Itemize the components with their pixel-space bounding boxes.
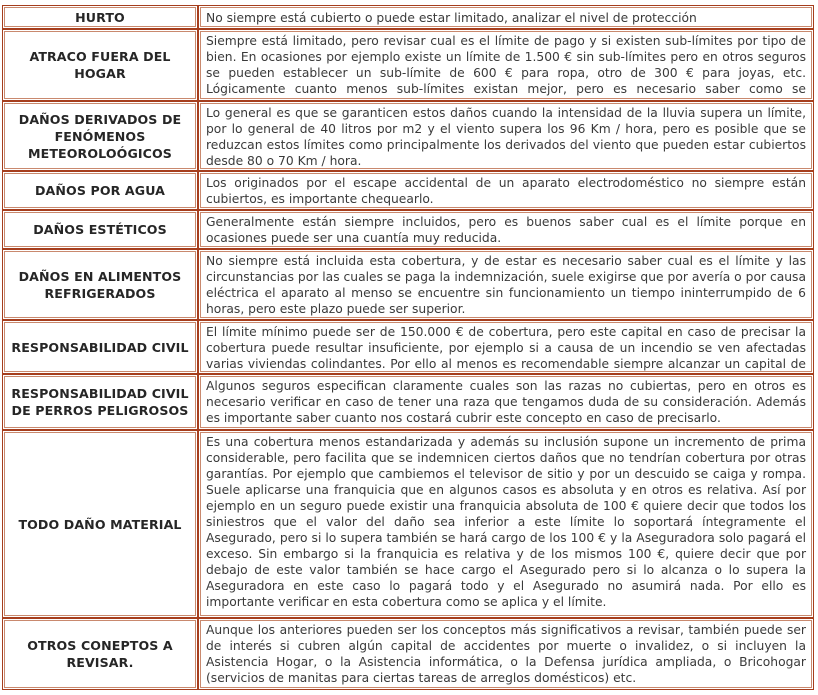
concept-description: Siempre está limitado, pero revisar cual es el límite de pago y si existen sub-límites por tipo de bien. En ocasiones por ejemplo existe un límite de 1.500 € sin sub-límites pero en otros seguros se pueden establecer un sub-límite de 600 € para ropa, otro de 300 € para joyas, etc. Lógicamente cuanto menos sub-límites existan mejor, pero es necesario saber como se xyxy=(200,31,812,99)
concept-description: El límite mínimo puede ser de 150.000 € de cobertura, pero este capital en caso de precisar la cobertura puede resultar insuficiente, por ejemplo si a causa de un incendio se ven afectadas varias viviendas colindantes. Por ello al menos es recomendable siempre alcanzar un capital de xyxy=(200,322,812,372)
table-row xyxy=(2,620,814,688)
concept-description: Generalmente están siempre incluidos, pero es buenos saber cual es el límite porque en ocasiones puede ser una cuantía muy reducida. xyxy=(200,212,812,247)
concept-description: Los originados por el escape accidental de un aparato electrodoméstico no siempre están cubiertos, es importante chequearlo. xyxy=(200,173,812,208)
concept-label: HURTO xyxy=(4,7,196,27)
concept-label: DAÑOS POR AGUA xyxy=(4,173,196,208)
table-row xyxy=(2,251,814,318)
concept-description: Es una cobertura menos estandarizada y además su inclusión supone un incremento de prima considerable, pero facilita que se indemnicen ciertos daños que no tendrían cobertura por otras garantías. Por ejemplo que cambiemos el televisor de sitio y por un descuido se caiga y rompa. Suele aplicarse una franquicia que en algunos casos es absoluta y en otros es relativa. Así por ejemplo en un seguro puede existir una franquicia absoluta de 100 € quiere decir que todos los siniestros que el valor del daño sea inferior a este límite lo soportará íntegramente el Asegurado, pero si lo supera también se hará cargo de los 100 € y la Aseguradora solo pagará el exceso. Sin embargo si la franquicia es relativa y de los mismos 100 €, quiere decir que por debajo de este valor también se hace cargo el Asegurado pero si lo alcanza o lo supera la Aseguradora en este caso lo pagará todo y el Asegurado no asumirá nada. Por ello es importante verificar en esta cobertura como se aplica y el límite. xyxy=(200,432,812,616)
concept-description: Algunos seguros especifican claramente cuales son las razas no cubiertas, pero en otros es necesario verificar en caso de tener una raza que tengamos duda de su consideración. Además es importante saber cuanto nos costará cubrir este concepto en caso de precisarlo. xyxy=(200,376,812,428)
table-row xyxy=(2,7,814,27)
concept-label: TODO DAÑO MATERIAL xyxy=(4,432,196,616)
table-row xyxy=(2,212,814,247)
concept-label: RESPONSABILIDAD CIVIL DE PERROS PELIGROSOS xyxy=(4,376,196,428)
table-row xyxy=(2,432,814,616)
table-row xyxy=(2,31,814,99)
concept-label: RESPONSABILIDAD CIVIL xyxy=(4,322,196,372)
table-row xyxy=(2,173,814,208)
concept-description: No siempre está incluida esta cobertura, y de estar es necesario saber cual es el límite y las circunstancias por las cuales se paga la indemnización, suele exigirse que por avería o por causa eléctrica el aparato al menso se encuentre sin funcionamiento un tiempo ininterrumpido de 6 horas, pero este plazo puede ser superior. xyxy=(200,251,812,318)
concept-description: Lo general es que se garanticen estos daños cuando la intensidad de la lluvia supera un límite, por lo general de 40 litros por m2 y el viento supera los 96 Km / hora, pero es posible que se reduzcan estos límites como principalmente los derivados del viento que pueden estar cubiertos desde 80 o 70 Km / hora. xyxy=(200,103,812,169)
concept-label: DAÑOS ESTÉTICOS xyxy=(4,212,196,247)
concept-label: DAÑOS EN ALIMENTOS REFRIGERADOS xyxy=(4,251,196,318)
concept-description: No siempre está cubierto o puede estar limitado, analizar el nivel de protección xyxy=(200,7,812,27)
table-row xyxy=(2,376,814,428)
concept-label: OTROS CONEPTOS A REVISAR. xyxy=(4,620,196,688)
concept-label: ATRACO FUERA DEL HOGAR xyxy=(4,31,196,99)
table-row xyxy=(2,322,814,372)
concept-label: DAÑOS DERIVADOS DE FENÓMENOS METEOROLOÓGICOS xyxy=(4,103,196,169)
concept-description: Aunque los anteriores pueden ser los conceptos más significativos a revisar, también puede ser de interés si cubren algún capital de accidentes por muerte o invalidez, o si incluyen la Asistencia Hogar, o la Asistencia informática, o la Defensa jurídica ampliada, o Bricohogar (servicios de manitas para ciertas tareas de arreglos domésticos) etc. xyxy=(200,620,812,688)
table-row xyxy=(2,103,814,169)
